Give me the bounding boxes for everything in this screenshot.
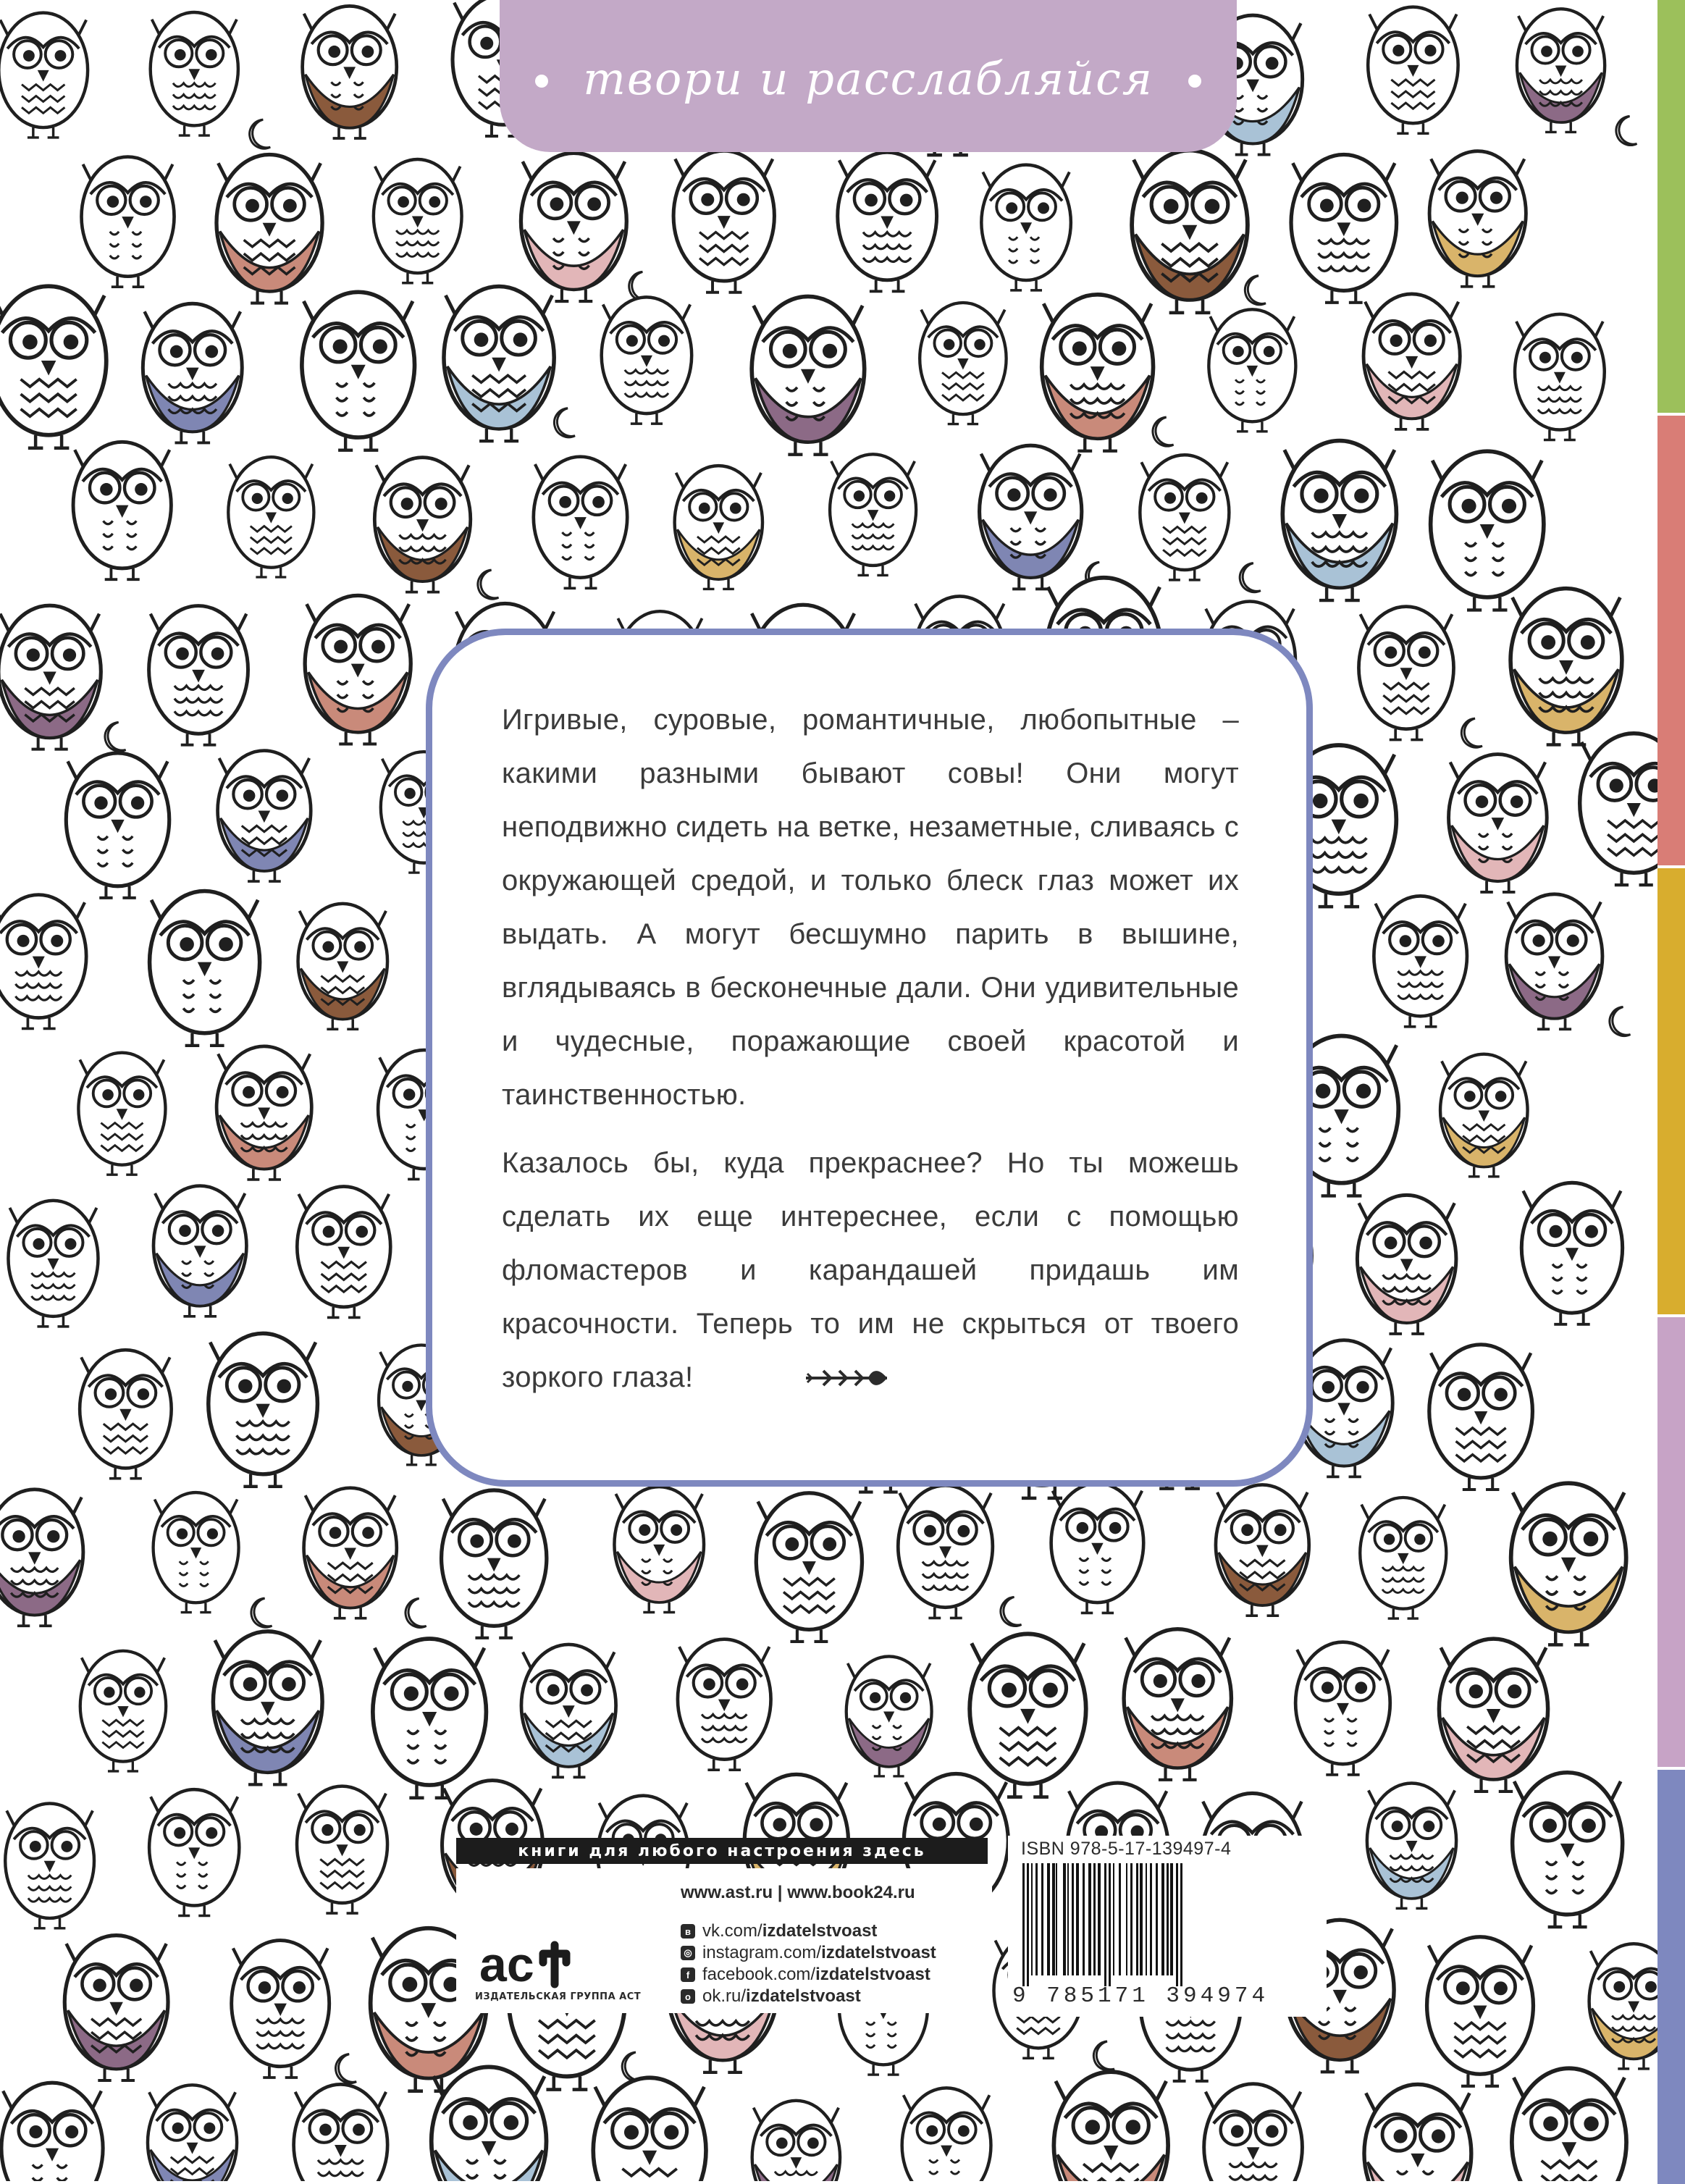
side-tab-5 [1657,1767,1685,2184]
owl-doodle [0,895,86,1029]
owl-doodle [1431,451,1544,610]
moon-doodle [554,408,575,437]
tagline-banner [500,0,1237,152]
owl-doodle [593,2078,706,2181]
owl-doodle [1291,154,1397,302]
owl-doodle [218,751,311,882]
social-link-prefix: instagram.com/ [702,1943,822,1962]
owl-doodle [66,753,169,898]
description-text [502,693,1239,1419]
moon-doodle [406,1598,426,1627]
owl-doodle [534,457,627,589]
owl-doodle [80,1350,172,1479]
social-link-prefix: ok.ru/ [702,1986,747,2006]
vk-icon: в [681,1924,695,1939]
social-link-handle: izdatelstvoast [746,1986,861,2006]
owl-doodle [297,1187,390,1318]
owl-doodle [1054,2072,1168,2181]
owl-doodle [1517,9,1605,132]
owl-doodle [1124,1629,1231,1780]
owl-doodle [1204,2084,1303,2181]
social-links [681,1920,936,2007]
owl-doodle [149,606,248,745]
owl-doodle [521,1645,616,1777]
owl-doodle [297,1786,387,1913]
owl-doodle [614,1487,704,1612]
ok-icon: о [681,1989,695,2004]
owl-doodle [149,1789,239,1915]
owl-doodle [432,2067,547,2181]
owl-doodle [756,1493,862,1642]
owl-doodle [1295,1642,1390,1775]
owl-doodle [1429,1345,1533,1490]
facebook-icon: f [681,1967,695,1982]
owl-doodle [675,466,762,589]
owl-doodle [1140,455,1229,580]
side-tab-4 [1657,1314,1685,1770]
owl-doodle [154,1492,239,1613]
owl-doodle [1510,589,1622,745]
owl-doodle [1427,1937,1534,2086]
owl-doodle [373,1639,487,1798]
ast-logo-caption: ИЗДАТЕЛЬСКАЯ ГРУППА АСТ [475,1991,642,2002]
tagline-dot-left [535,75,548,88]
tagline-text: твори и расслабляйся [583,51,1154,105]
owl-doodle [1513,1773,1623,1927]
ast-logo [479,1938,588,1993]
moon-doodle [250,119,271,148]
description-panel [426,629,1313,1487]
owl-doodle [0,605,101,749]
owl-doodle [1511,1483,1626,1645]
owl-doodle [673,151,774,292]
owl-doodle [304,1488,397,1618]
owl-doodle [303,6,397,138]
owl-doodle [148,2085,237,2181]
social-link-prefix: facebook.com/ [702,1965,816,1984]
isbn-label: ISBN 978-5-17-139497-4 [1021,1839,1232,1859]
owl-doodle [302,292,415,450]
owl-doodle [1364,2084,1471,2181]
owl-doodle [1209,309,1295,431]
owl-doodle [602,297,692,424]
owl-doodle [970,1634,1086,1797]
social-link-handle: izdatelstvoast [815,1965,930,1984]
owl-doodle [1042,295,1154,451]
owl-doodle [294,2084,388,2181]
description-paragraph-2: Казалось бы, куда прекраснее? Но ты можешь сделать их еще интереснее, если с помощью фломастеров и карандашей придашь им красочности. Теперь то им не скрыться от твоего зоркого глаза! [502,1147,1239,1393]
owl-doodle [1512,2068,1626,2181]
owl-doodle [1357,1195,1456,1334]
owl-doodle [154,1186,246,1316]
owl-doodle [374,458,470,592]
owl-doodle [228,457,314,577]
owl-doodle [1363,294,1460,429]
owl-doodle [1358,607,1453,740]
description-paragraph-1: Игривые, суровые, романтичные, любопытные – какими разными бывают совы! Они могут неподвижно сидеть на ветке, незаметные, сливаясь с окружающей средой, и только блеск глаз может их выдать. А могут бесшумно парить в вышине, вглядываясь в бесконечные дали. Они удивительные и чудесные, поражающие своей красотой и таинственностью. [502,704,1239,1111]
owl-doodle [444,287,554,442]
owl-doodle [1521,1183,1622,1324]
owl-doodle [442,1490,547,1638]
owl-doodle [920,303,1006,424]
owl-doodle [209,1333,318,1486]
moon-doodle [1610,1007,1631,1036]
owl-doodle [151,12,238,135]
owl-doodle [1506,894,1602,1029]
social-link-ok[interactable] [681,1986,936,2007]
owl-doodle [232,1941,329,2078]
owl-doodle [830,454,916,575]
instagram-icon: ◎ [681,1946,695,1960]
moon-doodle [336,2054,357,2083]
owl-doodle [521,153,626,301]
owl-doodle [678,1639,771,1771]
publisher-motto-strip [456,1838,988,1864]
owl-doodle [1515,314,1605,440]
owl-doodle [1429,151,1526,287]
owl-doodle [78,1053,165,1175]
moon-doodle [1153,417,1174,446]
owl-doodle [1368,7,1458,134]
social-link-instagram[interactable] [681,1942,936,1964]
side-tab-3 [1657,865,1685,1317]
social-link-handle: izdatelstvoast [821,1943,936,1962]
owl-doodle [150,891,260,1045]
owl-doodle [0,13,88,138]
ast-logo-text: ас [479,1938,534,1990]
owl-doodle [5,1804,94,1928]
moon-doodle [1461,718,1482,747]
side-tab-2 [1657,413,1685,868]
owl-doodle [1,2083,103,2181]
owl-doodle [1216,1484,1309,1616]
social-link-vk[interactable] [681,1920,936,1942]
side-tab-1 [1657,0,1685,413]
moon-doodle [251,1598,272,1627]
owl-doodle [73,442,171,579]
moon-doodle [478,570,499,599]
owl-doodle [902,2088,991,2181]
owl-doodle [217,1046,311,1180]
moon-doodle [1093,2041,1114,2070]
publisher-info [456,1868,992,2013]
owl-doodle [752,296,865,454]
tagline-dot-right [1188,75,1201,88]
publisher-motto: книги для любого настроения здесь [518,1841,926,1860]
owl-doodle [1051,1483,1144,1613]
barcode [1015,1863,1319,1986]
moon-doodle [1240,563,1261,592]
owl-doodle [305,595,411,744]
owl-doodle [298,904,388,1029]
owl-doodle [752,2101,840,2181]
owl-doodle [217,154,322,303]
owl-doodle [0,286,106,448]
owl-doodle [1360,1498,1446,1618]
owl-doodle [8,1201,98,1327]
owl-doodle [1374,896,1467,1026]
owl-doodle [0,1490,83,1626]
owl-doodle [1439,1639,1547,1792]
owl-doodle [980,445,1082,589]
moon-doodle [1245,276,1266,305]
owl-doodle [981,165,1071,290]
owl-doodle [374,159,462,283]
owl-doodle [1282,441,1396,601]
isbn-digits: 9 785171 394974 [1012,1983,1269,2009]
social-link-handle: izdatelstvoast [762,1921,878,1941]
social-link-facebook[interactable] [681,1964,936,1986]
owl-doodle [898,1485,993,1618]
owl-doodle [1132,151,1248,313]
owl-doodle [143,303,242,442]
moon-doodle [1616,117,1637,146]
owl-doodle [82,157,175,287]
owl-doodle [213,1631,322,1784]
publisher-websites[interactable]: www.ast.ru | www.book24.ru [681,1883,915,1902]
owl-doodle [838,152,937,291]
moon-doodle [105,722,126,751]
sprig-icon [802,1359,903,1395]
moon-doodle [1001,1597,1022,1626]
social-link-prefix: vk.com/ [702,1921,762,1941]
isbn-barcode-block [1008,1836,1327,2017]
owl-doodle [64,1936,168,2080]
owl-doodle [846,1656,932,1776]
owl-doodle [1449,755,1547,892]
owl-doodle [80,1651,166,1771]
owl-doodle [1367,1783,1456,1908]
owl-doodle [1440,1054,1528,1177]
